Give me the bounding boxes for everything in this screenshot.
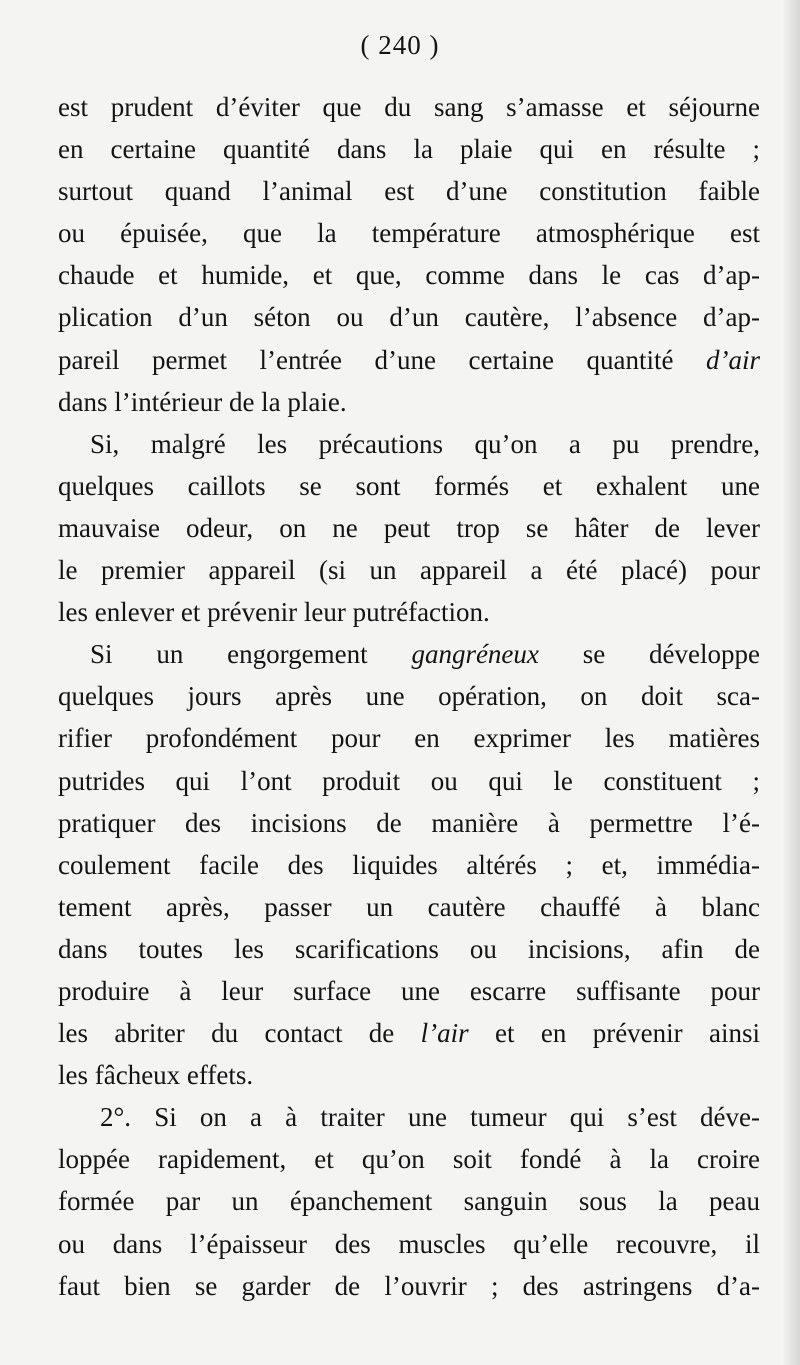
page-body-text	[58, 86, 760, 1307]
text-line: rifier profondément pour en exprimer les matières	[58, 723, 760, 754]
text-line: est prudent d’éviter que du sang s’amasse et séjourne	[58, 92, 760, 122]
text-line: ou épuisée, que la température atmosphérique est	[58, 218, 760, 249]
paragraph-first-line: 2°. Si on a à traiter une tumeur qui s’est déve-	[100, 1102, 760, 1133]
text-line: formée par un épanchement sanguin sous la peau	[58, 1186, 760, 1217]
text-line: dans l’intérieur de la plaie.	[58, 386, 347, 417]
text-line	[58, 1012, 760, 1054]
text-line: les enlever et prévenir leur putréfaction.	[58, 597, 490, 628]
text-line	[58, 339, 760, 381]
text-line: coulement facile des liquides altérés ; et, immédia-	[58, 849, 760, 880]
page-edge-shadow	[782, 0, 800, 1365]
text-run: les abriter du contact de	[58, 1018, 421, 1049]
text-run: et en prévenir ainsi	[468, 1018, 760, 1049]
text-line: en certaine quantité dans la plaie qui en résulte ;	[58, 134, 760, 165]
text-line: les fâcheux effets.	[58, 1060, 254, 1091]
page-number: ( 240 )	[360, 30, 440, 60]
text-line: pratiquer des incisions de manière à permettre l’é-	[58, 807, 760, 838]
paragraph-first-line	[58, 633, 760, 675]
text-run: se développe	[538, 639, 760, 670]
text-line: putrides qui l’ont produit ou qui le constituent ;	[58, 765, 760, 796]
text-line: plication d’un séton ou d’un cautère, l’absence d’ap-	[58, 302, 760, 333]
text-line: chaude et humide, et que, comme dans le cas d’ap-	[58, 260, 760, 291]
paragraph-first-line: Si, malgré les précautions qu’on a pu prendre,	[90, 428, 760, 459]
text-line: ou dans l’épaisseur des muscles qu’elle recouvre, il	[58, 1228, 760, 1259]
text-line: quelques jours après une opération, on doit sca-	[58, 681, 760, 712]
italic-term: l’air	[420, 1018, 469, 1049]
italic-term: d’air	[706, 344, 760, 375]
text-run: pareil permet l’entrée d’une certaine quantité	[58, 344, 706, 375]
text-line: quelques caillots se sont formés et exhalent une	[58, 470, 760, 501]
text-run: Si un engorgement	[90, 639, 412, 670]
text-line: dans toutes les scarifications ou incisions, afin de	[58, 933, 760, 964]
text-line: produire à leur surface une escarre suffisante pour	[58, 975, 760, 1006]
text-line: tement après, passer un cautère chauffé à blanc	[58, 891, 760, 922]
text-line: le premier appareil (si un appareil a été placé) pour	[58, 555, 760, 586]
text-line: surtout quand l’animal est d’une constitution faible	[58, 176, 760, 207]
text-line: mauvaise odeur, on ne peut trop se hâter de lever	[58, 512, 760, 543]
italic-term: gangréneux	[411, 639, 539, 670]
text-line: loppée rapidement, et qu’on soit fondé à la croire	[58, 1144, 760, 1175]
text-line: faut bien se garder de l’ouvrir ; des astringens d’a-	[58, 1270, 760, 1301]
